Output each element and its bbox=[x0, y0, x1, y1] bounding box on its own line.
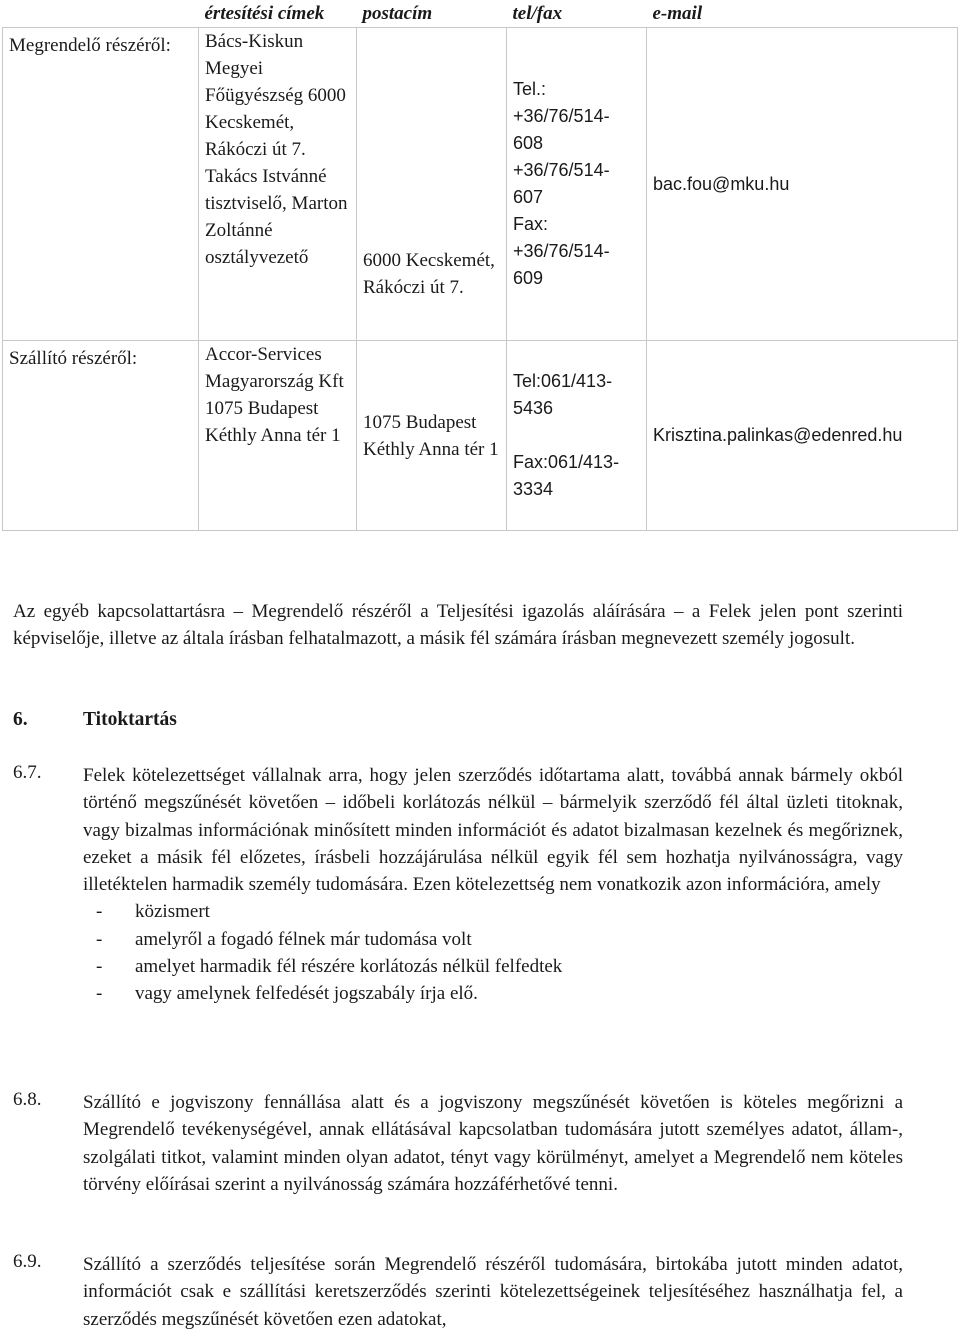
list-dash: - bbox=[96, 983, 103, 1005]
section-title: Titoktartás bbox=[83, 709, 177, 730]
phone-line: +36/76/514- bbox=[513, 106, 610, 126]
header-blank bbox=[3, 0, 199, 28]
list-dash: - bbox=[96, 928, 103, 950]
clause-text: Szállító a szerződés teljesítése során Megrendelő részéről tudomására, birtokába jutott minden adatot, információt csak e szállítási keretszerződés szerinti kötelezettségeinek teljesítéséhez használhatja fel, a szerződés megszűnését követően ezen adatokat, bbox=[83, 1254, 903, 1330]
phone-fax-block bbox=[507, 341, 647, 531]
party-label: Megrendelő részéről: bbox=[3, 28, 199, 341]
header-postal-address: postacím bbox=[357, 0, 507, 28]
phone-line: Fax:061/413- bbox=[513, 452, 620, 472]
phone-line: +36/76/514- bbox=[513, 241, 610, 261]
clause-paragraph: Felek kötelezettséget vállalnak arra, hogy jelen szerződés időtartama alatt, továbbá annak bármely okból történő megszűnését követően – időbeli korlátozás nélkül – bármelyik szerződő fél által üzleti titoknak, vagy bizalmas információnak minősített minden információt és adatot bizalmasan kezelnek és megőriznek, ezeket a másik fél előzetes, írásbeli hozzájárulása nélkül egyik fél sem hozhatja nyilvánosságra, vagy illetéktelen harmadik személy tudomására. Ezen kötelezettség nem vonatkozik azon információra, amely bbox=[83, 765, 903, 896]
list-item-text: közismert bbox=[135, 901, 210, 923]
phone-line: 5436 bbox=[513, 398, 554, 418]
section-number: 6. bbox=[13, 709, 28, 730]
notify-address: Bács-Kiskun Megyei Főügyészség 6000 Kecskemét, Rákóczi út 7. Takács Istvánné tisztviselő, Marton Zoltánné osztályvezető bbox=[199, 28, 357, 341]
email-link[interactable]: bac.fou@mku.hu bbox=[647, 28, 958, 341]
clause-6-9 bbox=[13, 1251, 903, 1333]
phone-line: 609 bbox=[513, 268, 544, 288]
phone-line: 3334 bbox=[513, 479, 554, 499]
clause-6-8 bbox=[13, 1089, 903, 1198]
phone-line: 608 bbox=[513, 133, 544, 153]
notify-address: Accor-Services Magyarország Kft 1075 Budapest Kéthly Anna tér 1 bbox=[199, 341, 357, 531]
contact-table bbox=[2, 0, 958, 531]
phone-line: Fax: bbox=[513, 214, 549, 234]
list-item bbox=[83, 926, 903, 953]
phone-line: Tel.: bbox=[513, 79, 547, 99]
postal-address: 6000 Kecskemét, Rákóczi út 7. bbox=[357, 28, 507, 341]
email-link[interactable]: Krisztina.palinkas@edenred.hu bbox=[647, 341, 958, 531]
list-dash: - bbox=[96, 901, 103, 923]
party-label: Szállító részéről: bbox=[3, 341, 199, 531]
phone-fax-block bbox=[507, 28, 647, 341]
header-email: e-mail bbox=[647, 0, 958, 28]
clause-text: Szállító e jogviszony fennállása alatt és a jogviszony megszűnését követően is köteles megőrizni a Megrendelő tevékenységével, annak ellátásával kapcsolatban tudomására jutott személyes adatot, állam-, szolgálati titkot, valamint minden olyan adatot, tényt vagy körülményt, amelyet a Megrendelő nem köteles törvény előírásai szerint a nyilvánosság számára hozzáférhetővé tenni. bbox=[83, 1092, 903, 1195]
clause-6-7 bbox=[13, 762, 903, 1008]
exception-list bbox=[83, 898, 903, 1007]
clause-number: 6.9. bbox=[13, 1251, 42, 1272]
header-notify-address: értesítési címek bbox=[199, 0, 357, 28]
phone-line: Tel:061/413- bbox=[513, 371, 613, 391]
list-item bbox=[83, 953, 903, 980]
clause-number: 6.7. bbox=[13, 762, 42, 783]
phone-line: 607 bbox=[513, 187, 544, 207]
list-dash: - bbox=[96, 956, 103, 978]
phone-line: +36/76/514- bbox=[513, 160, 610, 180]
list-item-text: amelyről a fogadó félnek már tudomása volt bbox=[135, 928, 472, 950]
section-heading bbox=[13, 709, 177, 731]
intro-paragraph: Az egyéb kapcsolattartásra – Megrendelő részéről a Teljesítési igazolás aláírására – a Felek jelen pont szerinti képviselője, illetve az általa írásban felhatalmazott, a másik fél számára írásban megnevezett személy jogosult. bbox=[13, 601, 903, 650]
spacer bbox=[513, 422, 640, 449]
table-row-supplier bbox=[3, 341, 958, 531]
list-item-text: amelyet harmadik fél részére korlátozás nélkül felfedtek bbox=[135, 956, 563, 978]
list-item bbox=[83, 980, 903, 1007]
table-row-customer bbox=[3, 28, 958, 341]
clause-number: 6.8. bbox=[13, 1089, 42, 1110]
postal-address: 1075 Budapest Kéthly Anna tér 1 bbox=[357, 341, 507, 531]
clause-text bbox=[83, 762, 903, 1008]
header-phone-fax: tel/fax bbox=[507, 0, 647, 28]
list-item bbox=[83, 898, 903, 925]
table-header-row bbox=[3, 0, 958, 28]
list-item-text: vagy amelynek felfedését jogszabály írja elő. bbox=[135, 983, 478, 1005]
